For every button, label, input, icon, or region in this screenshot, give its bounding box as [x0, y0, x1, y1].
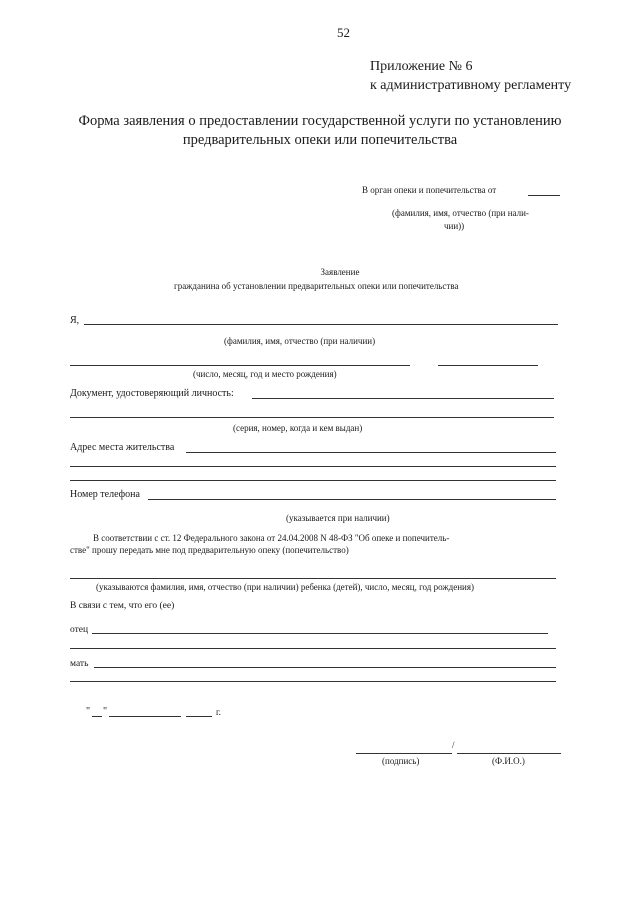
birth-hint: (число, месяц, год и место рождения) — [193, 369, 337, 379]
date-year-field[interactable] — [186, 716, 212, 717]
phone-field[interactable] — [148, 499, 556, 500]
child-hint: (указываются фамилия, имя, отчество (при наличии) ребенка (детей), число, месяц, год рождения) — [96, 582, 474, 592]
father-field-1[interactable] — [92, 633, 548, 634]
date-quote-close: " — [103, 706, 108, 717]
addressee-line[interactable] — [528, 195, 560, 196]
mother-label: мать — [70, 659, 89, 669]
doc-hint: (серия, номер, когда и кем выдан) — [233, 423, 363, 433]
fio-field[interactable] — [84, 324, 558, 325]
name-hint: (Ф.И.О.) — [492, 756, 525, 766]
father-field-2[interactable] — [70, 648, 556, 649]
addressee-hint-1: (фамилия, имя, отчество (при нали- — [392, 208, 529, 218]
phone-label: Номер телефона — [70, 489, 140, 500]
signature-hint: (подпись) — [382, 756, 420, 766]
statement-subheading: гражданина об установлении предварительных опеки или попечительства — [174, 281, 459, 291]
date-year-suffix: г. — [216, 707, 221, 717]
address-field-3[interactable] — [70, 480, 556, 481]
reason-text: В связи с тем, что его (ее) — [70, 601, 175, 611]
birth-field[interactable] — [70, 365, 410, 366]
addressee-to: В орган опеки и попечительства от — [362, 185, 497, 195]
address-field-1[interactable] — [186, 452, 556, 453]
fio-hint: (фамилия, имя, отчество (при наличии) — [224, 336, 376, 346]
mother-field-2[interactable] — [70, 681, 556, 682]
address-field-2[interactable] — [70, 466, 556, 467]
signature-field[interactable] — [356, 753, 452, 754]
child-field[interactable] — [70, 578, 556, 579]
addressee-hint-2: чии)) — [444, 221, 465, 231]
appendix-line-1: Приложение № 6 — [370, 59, 473, 74]
doc-label: Документ, удостоверяющий личность: — [70, 388, 234, 399]
phone-hint: (указывается при наличии) — [286, 513, 390, 523]
signature-name-field[interactable] — [457, 753, 561, 754]
i-label: Я, — [70, 315, 80, 326]
page-number: 52 — [337, 25, 350, 40]
appendix-line-2: к административному регламенту — [370, 78, 572, 93]
father-label: отец — [70, 625, 89, 635]
doc-field-1[interactable] — [252, 398, 554, 399]
signature-slash: / — [452, 740, 455, 750]
form-title-line-1: Форма заявления о предоставлении государственной услуги по установлению — [78, 113, 562, 129]
date-month-field[interactable] — [109, 716, 181, 717]
date-day-field[interactable] — [92, 716, 102, 717]
request-para-line-2: стве" прошу передать мне под предварительную опеку (попечительство) — [70, 545, 349, 555]
address-label: Адрес места жительства — [70, 442, 175, 453]
date-quote-open: " — [86, 706, 91, 717]
form-title-line-2: предварительных опеки или попечительства — [182, 132, 458, 148]
mother-field-1[interactable] — [94, 667, 556, 668]
birth-field-2[interactable] — [438, 365, 538, 366]
doc-field-2[interactable] — [70, 417, 554, 418]
statement-heading: Заявление — [320, 267, 360, 277]
request-para-line-1: В соответствии с ст. 12 Федерального закона от 24.04.2008 N 48-ФЗ "Об опеке и попечитель- — [93, 533, 450, 543]
